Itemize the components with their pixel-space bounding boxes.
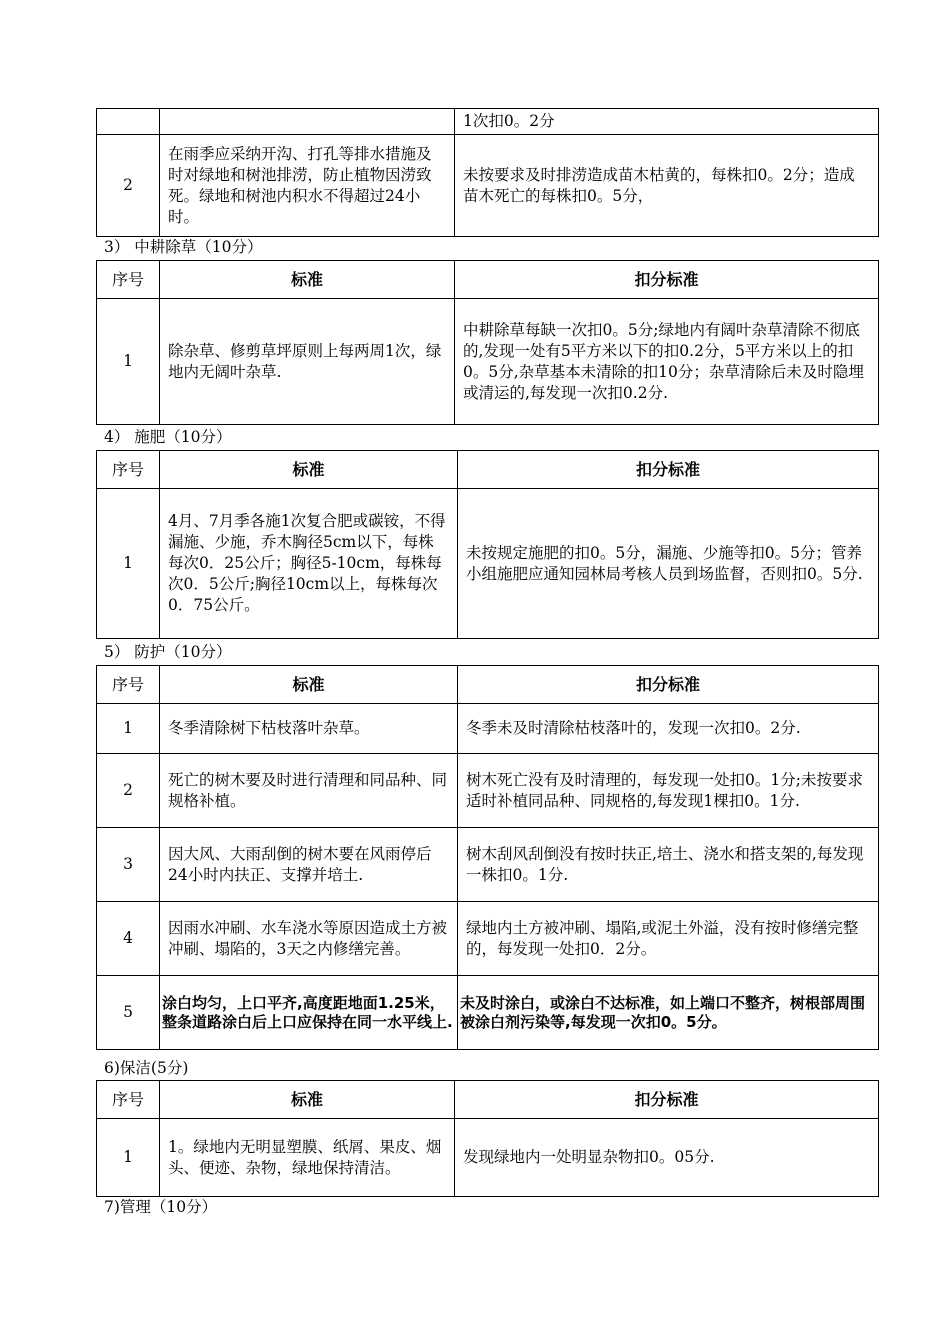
deduction-cell: 绿地内土方被冲刷、塌陷,或泥土外溢，没有按时修缮完整的，每发现一处扣0．2分。: [458, 902, 879, 976]
header-deduction: 扣分标准: [458, 451, 879, 489]
deduction-cell: 冬季未及时清除枯枝落叶的，发现一次扣0。2分.: [458, 704, 879, 754]
deduction-cell: 中耕除草每缺一次扣0。5分;绿地内有阔叶杂草清除不彻底的,发现一处有5平方米以下的扣0.2分，5平方米以上的扣0。5分,杂草基本未清除的扣10分；杂草清除后未及时隐埋或清运的,每发现一次扣0.2分.: [455, 299, 879, 425]
header-number: 序号: [97, 1081, 160, 1119]
row-number: 1: [97, 489, 160, 639]
section-title: 3） 中耕除草（10分）: [104, 238, 263, 256]
fertilizer-table: [96, 450, 879, 639]
row-number: 1: [97, 1119, 160, 1197]
header-number: 序号: [97, 261, 160, 299]
standard-cell: 因雨水冲刷、水车浇水等原因造成土方被冲刷、塌陷的，3天之内修缮完善。: [160, 902, 458, 976]
table-row: [97, 1119, 879, 1197]
deduction-cell: 1次扣0。2分: [455, 109, 879, 135]
standard-cell: 因大风、大雨刮倒的树木要在风雨停后24小时内扶正、支撑并培土.: [160, 828, 458, 902]
header-deduction: 扣分标准: [455, 261, 879, 299]
row-number: 3: [97, 828, 160, 902]
table-row: [97, 109, 879, 135]
standard-cell: 死亡的树木要及时进行清理和同品种、同规格补植。: [160, 754, 458, 828]
table-header-row: [97, 1081, 879, 1119]
row-number: [97, 109, 160, 135]
table-row: [97, 299, 879, 425]
table-row: [97, 976, 879, 1050]
deduction-cell: 未按规定施肥的扣0。5分，漏施、少施等扣0。5分；管养小组施肥应通知园林局考核人员到场监督，否则扣0。5分.: [458, 489, 879, 639]
standard-cell: 1。绿地内无明显塑膜、纸屑、果皮、烟头、便迹、杂物，绿地保持清洁。: [160, 1119, 455, 1197]
table-header-row: [97, 666, 879, 704]
deduction-cell: 树木死亡没有及时清理的，每发现一处扣0。1分;未按要求适时补植同品种、同规格的,每发现1棵扣0。1分.: [458, 754, 879, 828]
standard-cell: [160, 109, 455, 135]
row-number: 5: [97, 976, 160, 1050]
standard-cell: 涂白均匀，上口平齐,高度距地面1.25米，整条道路涂白后上口应保持在同一水平线上.: [160, 976, 458, 1050]
section-title: 6)保洁(5分): [104, 1059, 189, 1077]
header-number: 序号: [97, 451, 160, 489]
section-title: 7)管理（10分）: [104, 1198, 218, 1216]
header-deduction: 扣分标准: [455, 1081, 879, 1119]
table-row: [97, 828, 879, 902]
header-deduction: 扣分标准: [458, 666, 879, 704]
header-standard: 标准: [160, 666, 458, 704]
deduction-cell: 发现绿地内一处明显杂物扣0。05分.: [455, 1119, 879, 1197]
row-number: 2: [97, 754, 160, 828]
row-number: 2: [97, 135, 160, 237]
deduction-cell: 未及时涂白，或涂白不达标准，如上端口不整齐，树根部周围被涂白剂污染等,每发现一次扣0。5分。: [458, 976, 879, 1050]
header-number: 序号: [97, 666, 160, 704]
table-header-row: [97, 451, 879, 489]
standard-cell: 冬季清除树下枯枝落叶杂草。: [160, 704, 458, 754]
row-number: 1: [97, 704, 160, 754]
standard-cell: 4月、7月季各施1次复合肥或碳铵，不得漏施、少施，乔木胸径5cm以下，每株每次0．25公斤；胸径5-10cm，每株每次0．5公斤;胸径10cm以上，每株每次0．75公斤。: [160, 489, 458, 639]
row-number: 4: [97, 902, 160, 976]
header-standard: 标准: [160, 261, 455, 299]
table-row: [97, 135, 879, 237]
deduction-cell: 树木刮风刮倒没有按时扶正,培土、浇水和搭支架的,每发现一株扣0。1分.: [458, 828, 879, 902]
table-row: [97, 902, 879, 976]
table-row: [97, 704, 879, 754]
protection-table: [96, 665, 879, 1050]
standard-cell: 除杂草、修剪草坪原则上每两周1次，绿地内无阔叶杂草.: [160, 299, 455, 425]
deduction-cell: 未按要求及时排涝造成苗木枯黄的，每株扣0。2分；造成苗木死亡的每株扣0。5分，: [455, 135, 879, 237]
standard-cell: 在雨季应采纳开沟、打孔等排水措施及时对绿地和树池排涝，防止植物因涝致死。绿地和树池内积水不得超过24小时。: [160, 135, 455, 237]
section-title: 5） 防护（10分）: [104, 643, 232, 661]
table-header-row: [97, 261, 879, 299]
section-title: 4） 施肥（10分）: [104, 428, 232, 446]
table-row: [97, 489, 879, 639]
row-number: 1: [97, 299, 160, 425]
table-row: [97, 754, 879, 828]
weeding-table: [96, 260, 879, 425]
header-standard: 标准: [160, 1081, 455, 1119]
header-standard: 标准: [160, 451, 458, 489]
cleaning-table: [96, 1080, 879, 1197]
drainage-table: [96, 108, 879, 237]
